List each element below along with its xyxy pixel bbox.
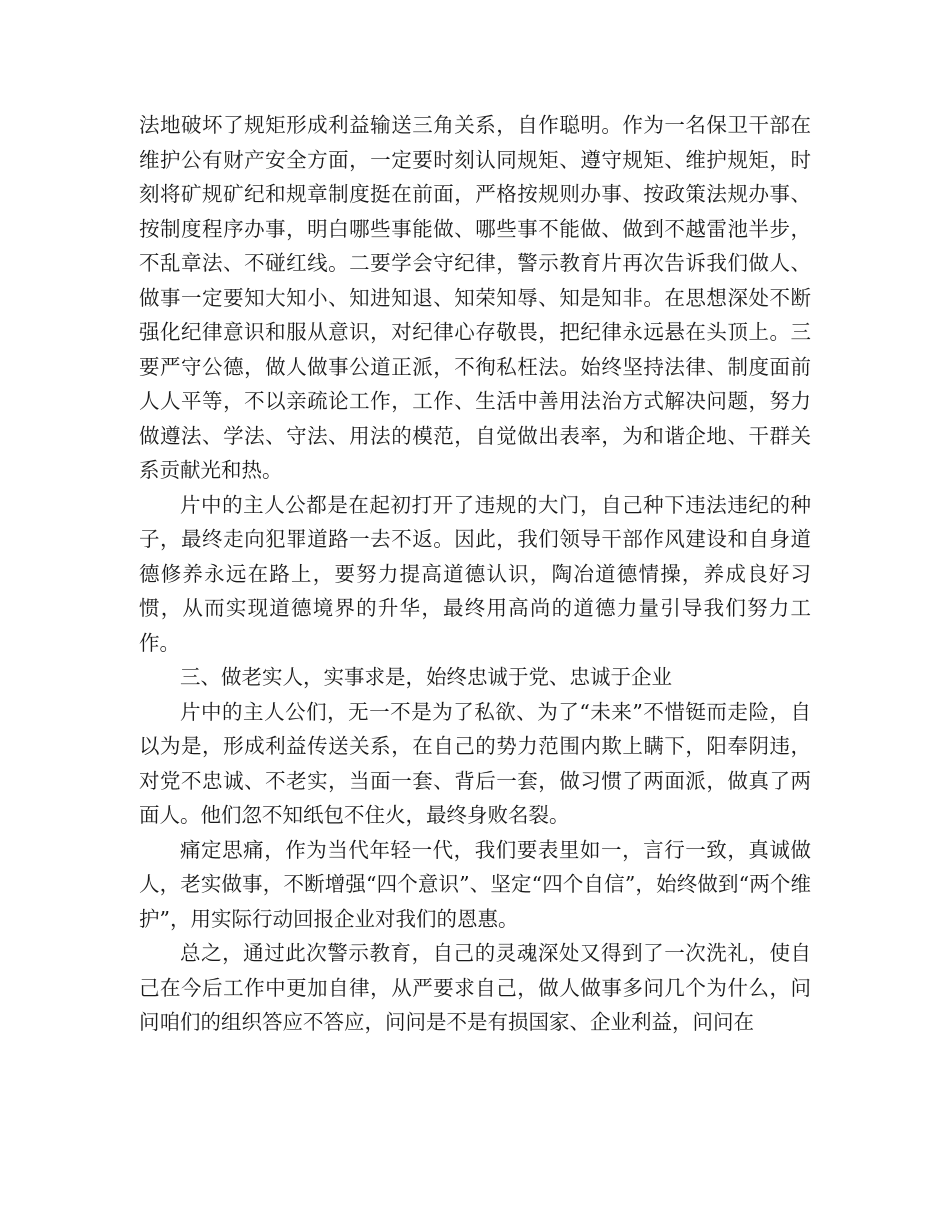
paragraph-1: 法地破坏了规矩形成利益输送三角关系，自作聪明。作为一名保卫干部在维护公有财产安全方面，一定要时刻认同规矩、遵守规矩、维护规矩，时刻将矿规矿纪和规章制度挺在前面，严格按规则办事、按政策法规办事、按制度程序办事，明白哪些事能做、哪些事不能做、做到不越雷池半步，不乱章法、不碰红线。二要学会守纪律，警示教育片再次告诉我们做人、做事一定要知大知小、知进知退、知荣知辱、知是知非。在思想深处不断强化纪律意识和服从意识，对纪律心存敬畏，把纪律永远悬在头顶上。三要严守公德，做人做事公道正派，不徇私枉法。始终坚持法律、制度面前人人平等，不以亲疏论工作，工作、生活中善用法治方式解决问题，努力做遵法、学法、守法、用法的模范，自觉做出表率，为和谐企地、干群关系贡献光和热。 xyxy=(139,113,811,482)
paragraph-6: 总之，通过此次警示教育，自己的灵魂深处又得到了一次洗礼，使自己在今后工作中更加自律，从严要求自己，做人做事多问几个为什么，问问咱们的组织答应不答应，问问是不是有损国家、企业利益，问问在 xyxy=(139,941,811,1034)
paragraph-5: 痛定思痛，作为当代年轻一代，我们要表里如一，言行一致，真诚做人，老实做事，不断增强“四个意识”、坚定“四个自信”，始终做到“两个维护”，用实际行动回报企业对我们的恩惠。 xyxy=(139,837,811,931)
paragraph-2: 片中的主人公都是在起初打开了违规的大门，自己种下违法违纪的种子，最终走向犯罪道路一去不返。因此，我们领导干部作风建设和自身道德修养永远在路上，要努力提高道德认识，陶冶道德情操，养成良好习惯，从而实现道德境界的升华，最终用高尚的道德力量引导我们努力工作。 xyxy=(139,492,811,655)
paragraph-4: 片中的主人公们，无一不是为了私欲、为了“未来”不惜铤而走险，自以为是，形成利益传送关系，在自己的势力范围内欺上瞒下，阳奉阴违，对党不忠诚、不老实，当面一套、背后一套，做习惯了两面派，做真了两面人。他们忽不知纸包不住火，最终身败名裂。 xyxy=(139,699,811,827)
section-heading-3: 三、做老实人，实事求是，始终忠诚于党、忠诚于企业 xyxy=(180,665,672,689)
document-body xyxy=(139,108,811,1040)
